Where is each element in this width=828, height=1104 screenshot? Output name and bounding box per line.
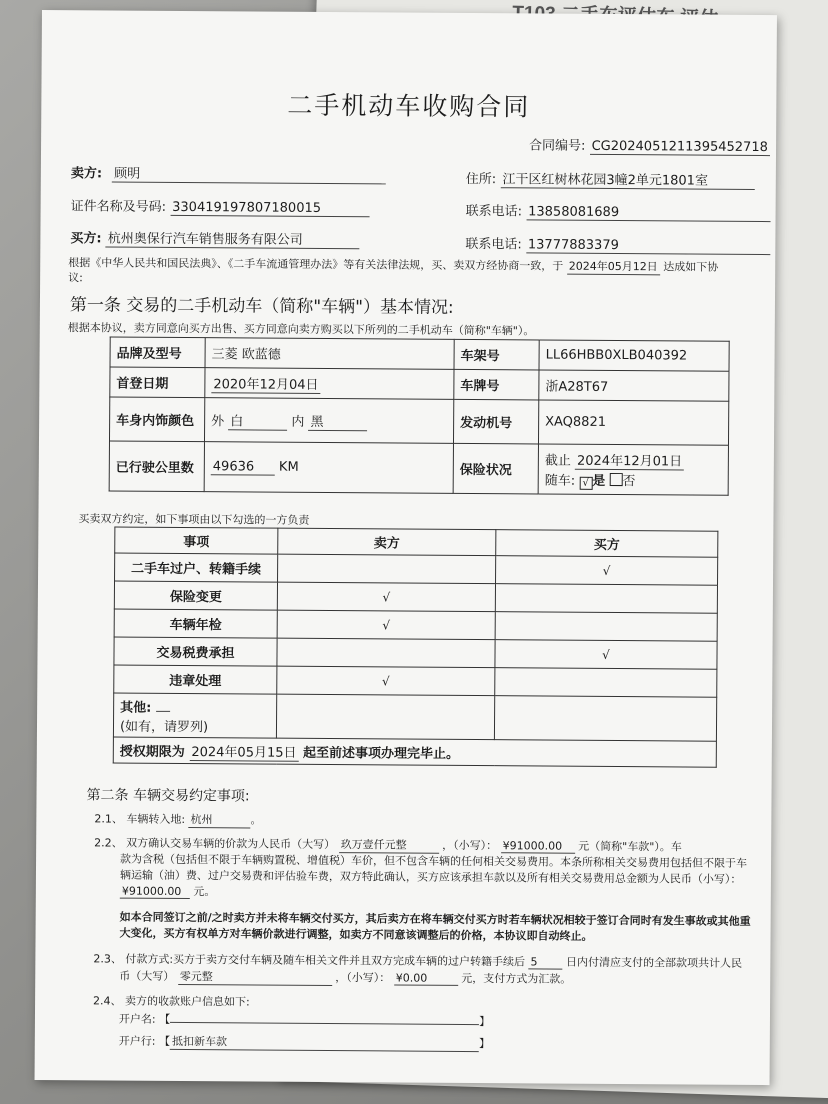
total-amount: ¥91000.00: [120, 885, 190, 899]
mileage-unit: KM: [278, 459, 299, 475]
buyer-check[interactable]: √: [496, 556, 718, 586]
seller-check[interactable]: √: [277, 582, 495, 612]
interior-color: 黑: [309, 410, 368, 430]
insurance-label: 保险状况: [453, 443, 538, 494]
clause-2-4: [93, 992, 250, 1009]
seller-check[interactable]: √: [277, 610, 495, 640]
table-row: [109, 397, 728, 445]
table-row: [113, 737, 716, 767]
clause-2-2-line-2: 款为含税（包括但不限于车辆购置税、增值税）车价，但不包含车辆的任何相关交易费用。本条所称相关交易费用包括但不限于车: [120, 852, 748, 870]
seller-row: [71, 162, 386, 184]
seller-label: 卖方:: [70, 166, 103, 182]
duty-header-buyer: 买方: [496, 530, 718, 558]
buyer-phone: 13777883379: [526, 237, 770, 255]
insurance-with-line: [545, 469, 722, 490]
seller-check[interactable]: √: [277, 666, 495, 696]
adjustment-clause-line-2: 大变化，买方有权单方对车辆价款进行调整，如卖方不同意该调整后的价格，本协议即自动终止。: [119, 926, 593, 943]
table-row: [110, 367, 729, 401]
contract-number-label: 合同编号:: [529, 138, 586, 154]
buyer-name: 杭州奥保行汽车销售服务有限公司: [106, 227, 360, 249]
seller-id: 330419197807180015: [170, 200, 369, 217]
intro-line-2: 议:: [68, 271, 83, 285]
duty-intro: 买卖双方约定，如下事项由以下勾选的一方负责: [78, 512, 310, 527]
other-label-text: 其他:: [120, 700, 152, 716]
intro-line-1: [68, 254, 718, 276]
seller-phone: 13858081689: [526, 204, 770, 222]
vin-label: 车架号: [454, 339, 539, 370]
clause-2-3-line-2: [119, 968, 571, 988]
clause-number: 2.1、: [94, 812, 123, 826]
mileage-cell: [204, 442, 453, 494]
seller-address-row: [466, 168, 755, 190]
account-name-value[interactable]: [170, 1022, 479, 1025]
insurance-date-line: [545, 449, 722, 470]
other-blank[interactable]: [156, 710, 170, 711]
engine-value: XAQ8821: [538, 400, 728, 445]
mileage-label: 已行驶公里数: [109, 441, 204, 492]
deadline-label: 授权期限为: [119, 744, 185, 760]
account-bank-row: [119, 1033, 490, 1053]
no-checkbox[interactable]: [609, 472, 622, 485]
duty-item: 保险变更: [114, 581, 277, 610]
clause-text: 币（大写）: [119, 969, 175, 983]
table-row: [109, 441, 728, 495]
clause-text: 车辆转入地:: [126, 812, 186, 827]
vehicle-info-table: [109, 336, 730, 495]
buyer-row: [70, 227, 359, 249]
vin-value: LL66HBB0XLB040392: [539, 340, 729, 371]
duty-item: 交易税费承担: [114, 637, 277, 666]
other-note: (如有，请罗列): [119, 719, 209, 735]
table-row: [115, 553, 718, 585]
seller-phone-label: 联系电话:: [465, 203, 523, 220]
other-buyer[interactable]: [494, 696, 716, 742]
clause-number: 2.2、: [94, 836, 123, 850]
exterior-prefix: 外: [211, 413, 225, 429]
account-bank-label: 开户行:: [118, 1034, 156, 1048]
price-lower: ¥91000.00: [501, 839, 575, 854]
table-row: [114, 665, 717, 697]
duty-header-seller: 卖方: [278, 528, 496, 556]
seller-check[interactable]: [277, 638, 495, 668]
intro-date: 2024年05月12日: [567, 258, 660, 276]
no-label: 否: [622, 473, 636, 489]
buyer-label: 买方:: [70, 231, 102, 247]
page-title: 二手机动车收购合同: [287, 90, 531, 122]
adjustment-clause-line-1: 如本合同签订之前/之时卖方并未将车辆交付买方，其后卖方在将车辆交付买方时若车辆状况相较于签订合同时有发生事故或其他重: [119, 910, 751, 928]
contract-number: [529, 134, 770, 156]
clause-2-2-line-3: 辆运输（油）费、过户交易费和评估验车费，双方特此确认，买方应该承担车款以及所有相关交易费用总金额为人民币（小写）：: [119, 868, 742, 886]
clause-text: 元。: [193, 885, 216, 899]
yes-checkbox[interactable]: √: [579, 476, 592, 489]
clause-2-1: 2.1、 车辆转入地: 杭州 。: [94, 812, 262, 827]
plate-value: 浙A28T67: [539, 370, 729, 401]
buyer-phone-row: [465, 233, 770, 255]
yes-label: 是: [592, 473, 606, 489]
exterior-color: 白: [228, 410, 287, 430]
article-2-heading: 第二条 车辆交易约定事项:: [86, 787, 250, 805]
insurance-with-label: 随车:: [544, 473, 576, 489]
insurance-date: 2024年12月01日: [575, 449, 684, 470]
other-cell: [113, 693, 276, 738]
buyer-check[interactable]: √: [495, 640, 717, 670]
contract-paper: [35, 10, 777, 1085]
seller-check[interactable]: [278, 554, 496, 584]
clause-number: 2.4、: [93, 994, 122, 1008]
buyer-check[interactable]: [495, 584, 717, 614]
other-label: [120, 696, 270, 716]
payment-lower: ¥0.00: [394, 971, 458, 985]
seller-phone-row: [466, 200, 771, 222]
clause-text: 双方确认交易车辆的价款为人民币（大写）: [126, 836, 336, 852]
seller-address: 江干区红树林花园3幢2单元1801室: [500, 168, 754, 190]
buyer-check[interactable]: [495, 612, 717, 642]
seller-name: 顾明: [112, 162, 386, 184]
seller-address-label: 住所:: [465, 171, 497, 188]
bracket-right: 】: [478, 1037, 491, 1051]
reg-date-value: 2020年12月04日: [211, 373, 320, 394]
duty-header-item: 事项: [115, 527, 278, 554]
seller-id-row: [71, 195, 370, 217]
seller-id-label: 证件名称及号码:: [70, 199, 167, 215]
table-row: [114, 581, 717, 613]
buyer-phone-label: 联系电话:: [465, 236, 522, 253]
article-1-heading: 第一条 交易的二手机动车（简称"车辆"）基本情况:: [69, 295, 454, 318]
duty-table: [113, 527, 719, 768]
clause-text: 付款方式:买方于卖方交付车辆及随车相关文件并且双方完成车辆的过户转籍手续后: [125, 952, 526, 969]
duty-item: 二手车过户、转籍手续: [115, 553, 278, 582]
intro-text: 根据《中华人民共和国民法典》、《二手车流通管理办法》等有关法律法规，买、卖双方经协商一致，于: [68, 256, 564, 273]
payment-upper: 零元整: [178, 968, 332, 986]
account-name-row: [119, 1011, 490, 1030]
article-1-desc: 根据本协议，卖方同意向买方出售、买方同意向卖方购买以下所列的二手机动车（简称"车辆"）。: [67, 321, 535, 338]
clause-text: 元，支付方式为汇款。: [461, 971, 572, 986]
mileage-value: 49636: [211, 459, 275, 475]
duty-item: 车辆年检: [114, 609, 277, 638]
table-row: [110, 337, 729, 371]
clause-2-2-line-4: [120, 883, 216, 900]
bracket-left: 【: [158, 1034, 171, 1048]
table-row: [114, 637, 717, 669]
interior-prefix: 内: [291, 414, 305, 430]
clause-text: 元（简称"车款"）。车: [578, 839, 682, 854]
brand-value: 三菱 欧蓝德: [205, 338, 454, 370]
contract-number-value: CG2024051211395452718: [590, 139, 770, 156]
payment-days: 5: [529, 955, 563, 969]
clause-text: ，（小写）：: [442, 838, 498, 853]
account-name-label: 开户名:: [118, 1012, 156, 1026]
reg-date-label: 首登日期: [110, 367, 205, 398]
destination-value: 杭州: [189, 811, 251, 828]
brand-label: 品牌及型号: [110, 337, 205, 368]
insurance-prefix: 截止: [544, 453, 571, 469]
bracket-right: 】: [479, 1015, 491, 1029]
deadline-cell: [113, 737, 716, 767]
color-label: 车身内饰颜色: [109, 397, 204, 442]
deadline-date: 2024年05月15日: [189, 741, 298, 762]
intro-text-end: 达成如下协: [663, 260, 719, 274]
clause-text: 日内付清应支付的全部款项共计人民: [566, 955, 743, 970]
clause-text: ，（小写）：: [335, 971, 391, 985]
engine-label: 发动机号: [453, 399, 538, 444]
account-bank-value[interactable]: 抵扣新车款: [170, 1033, 479, 1052]
bracket-left: 【: [159, 1012, 171, 1026]
color-cell: [204, 398, 453, 444]
table-row: [114, 609, 717, 641]
clause-number: 2.3、: [93, 952, 122, 966]
reg-date-cell: [205, 368, 454, 400]
price-upper: 玖万壹仟元整: [339, 836, 439, 854]
plate-label: 车牌号: [454, 369, 539, 400]
table-row: [113, 693, 716, 741]
other-seller[interactable]: [276, 694, 494, 740]
buyer-check[interactable]: [495, 668, 717, 698]
clause-text: 卖方的收款账户信息如下:: [125, 994, 250, 1009]
deadline-post: 起至前述事项办理完毕止。: [303, 745, 460, 762]
insurance-cell: [538, 444, 728, 495]
duty-item: 违章处理: [114, 665, 277, 694]
